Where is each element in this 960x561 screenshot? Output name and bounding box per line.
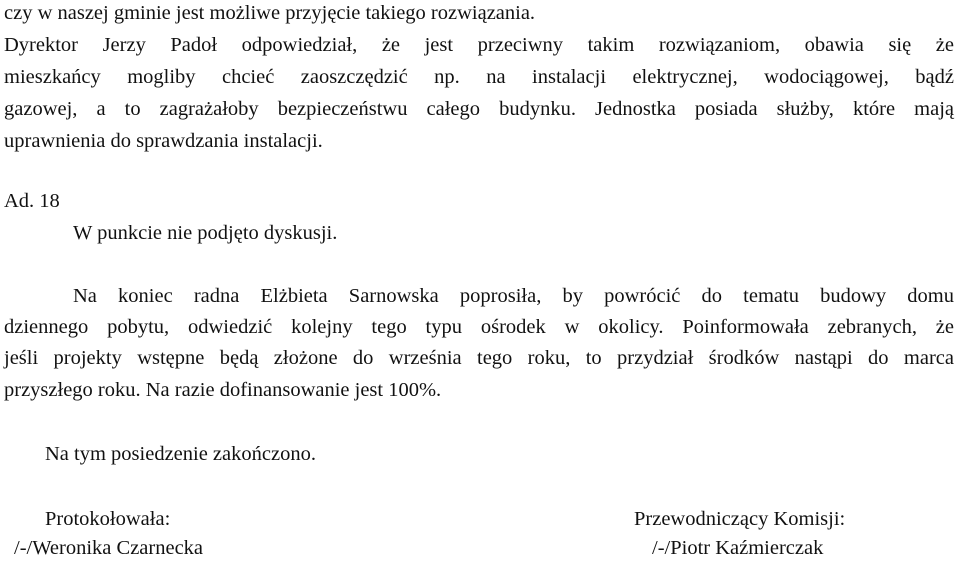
item-18-heading: Ad. 18	[4, 190, 60, 212]
item-18-text: W punkcie nie podjęto dyskusji.	[73, 222, 338, 244]
signature-left-role: Protokołowała:	[45, 508, 171, 530]
paragraph-2-line-3: jeśli projekty wstępne będą złożone do września tego roku, to przydział środków nastąpi do marca	[4, 347, 954, 369]
paragraph-2-line-4: przyszłego roku. Na razie dofinansowanie jest 100%.	[4, 379, 442, 401]
paragraph-1-line-4: gazowej, a to zagrażałoby bezpieczeństwu całego budynku. Jednostka posiada służby, które mają	[4, 98, 954, 120]
signature-right-name: /-/Piotr Kaźmierczak	[652, 537, 824, 559]
closing-statement: Na tym posiedzenie zakończono.	[45, 443, 316, 465]
paragraph-2-line-2: dziennego pobytu, odwiedzić kolejny tego typu ośrodek w okolicy. Poinformowała zebranych, że	[4, 316, 954, 338]
paragraph-1-line-3: mieszkańcy mogliby chcieć zaoszczędzić np. na instalacji elektrycznej, wodociągowej, bądź	[4, 66, 954, 88]
paragraph-1-line-1: czy w naszej gminie jest możliwe przyjęcie takiego rozwiązania.	[4, 2, 536, 24]
paragraph-1-line-2: Dyrektor Jerzy Padoł odpowiedział, że jest przeciwny takim rozwiązaniom, obawia się że	[4, 34, 954, 56]
signature-right-role: Przewodniczący Komisji:	[634, 508, 846, 530]
signature-left-name: /-/Weronika Czarnecka	[14, 537, 204, 559]
paragraph-2-line-1: Na koniec radna Elżbieta Sarnowska poprosiła, by powrócić do tematu budowy domu	[73, 285, 954, 307]
paragraph-1-line-5: uprawnienia do sprawdzania instalacji.	[4, 130, 323, 152]
